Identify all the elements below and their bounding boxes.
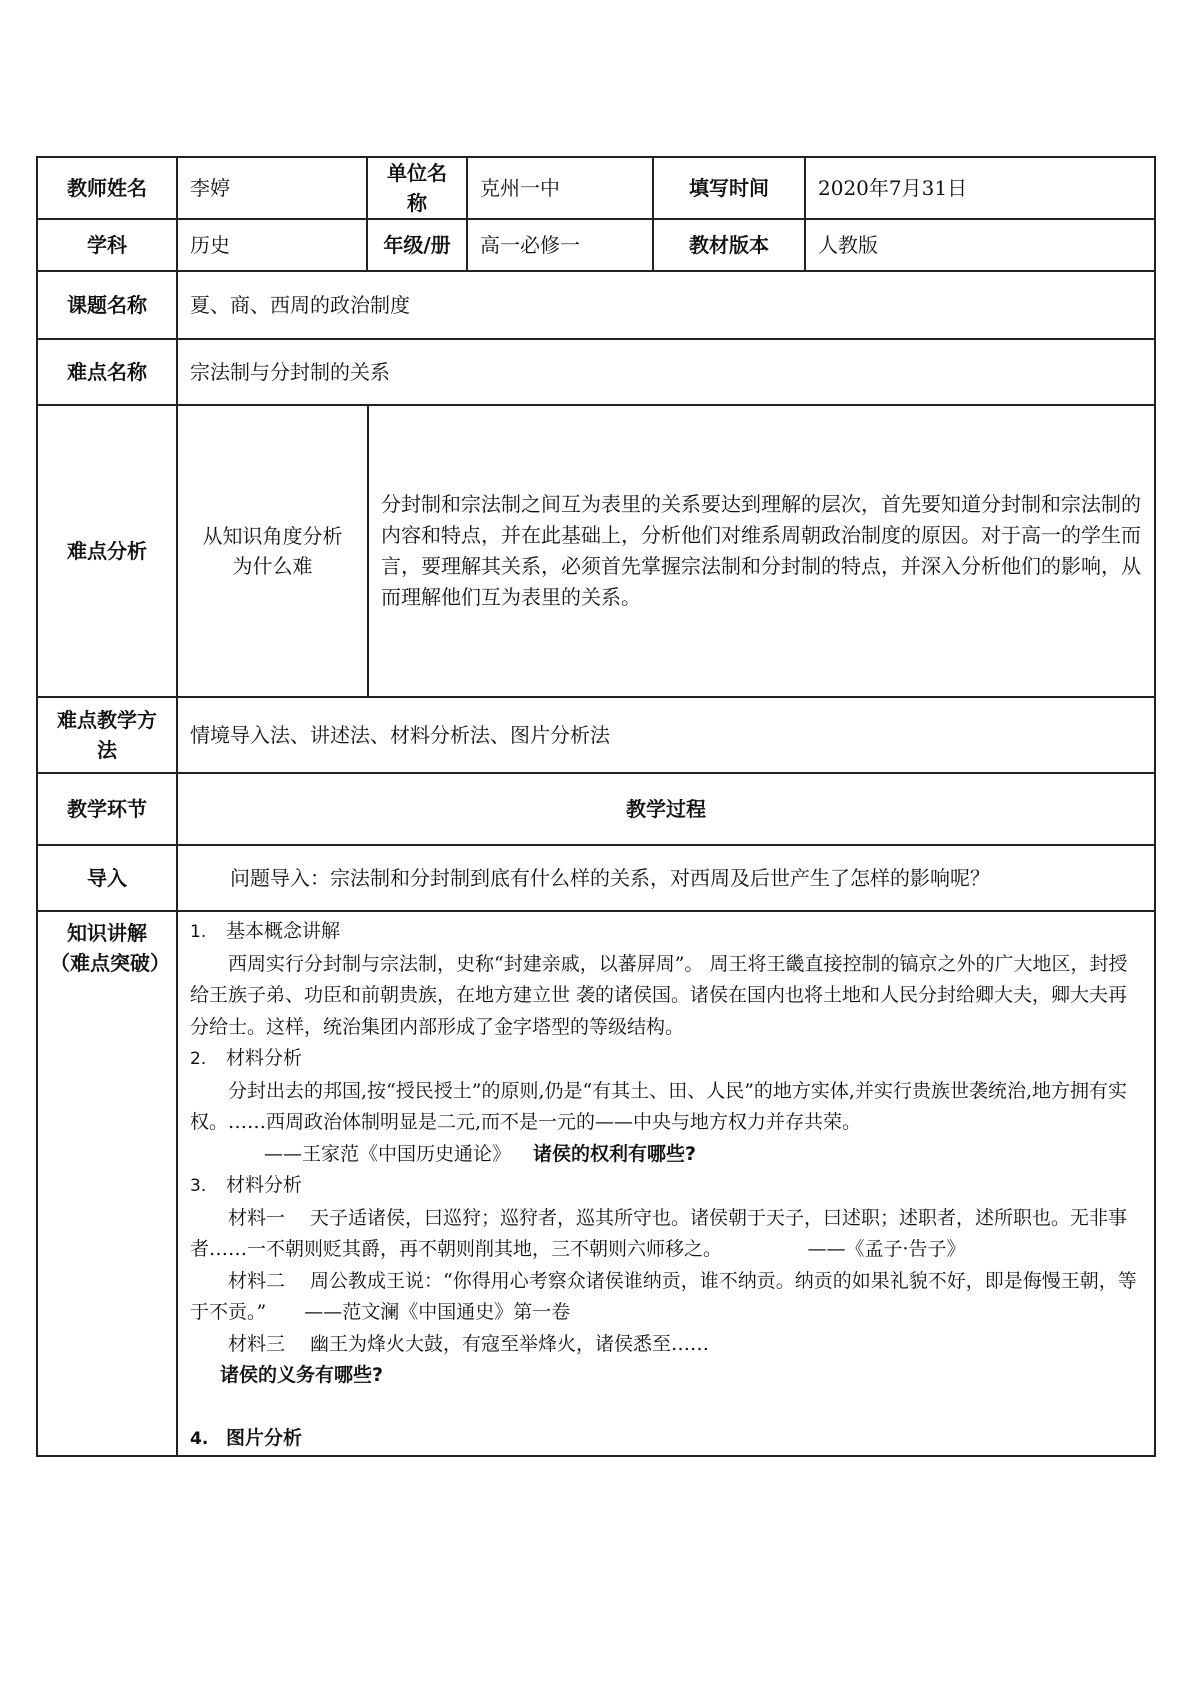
difficulty-value: 宗法制与分封制的关系	[177, 339, 1155, 405]
knowledge-content	[177, 911, 1155, 1456]
intro-value: 问题导入：宗法制和分封制到底有什么样的关系，对西周及后世产生了怎样的影响呢？	[177, 845, 1155, 911]
topic-row	[37, 271, 1155, 339]
analysis-subtable	[178, 406, 1154, 696]
section-4-heading: 4. 图片分析	[190, 1426, 303, 1449]
subject-label: 学科	[37, 219, 177, 271]
analysis-label: 难点分析	[37, 405, 177, 697]
analysis-row	[37, 405, 1155, 697]
blank-line	[190, 1392, 1142, 1423]
section-3-material-1: 材料一 天子适诸侯，曰巡狩；巡狩者，巡其所守也。诸侯朝于天子，曰述职；述职者，述所职也。无非事者……一不朝则贬其爵，再不朝则削其地，三不朝则六师移之。 ——《孟子·告子》	[190, 1206, 1128, 1260]
difficulty-label: 难点名称	[37, 339, 177, 405]
process-header-row	[37, 773, 1155, 845]
difficulty-row	[37, 339, 1155, 405]
analysis-cell	[177, 405, 1155, 697]
section-3-material-3: 材料三 幽王为烽火大鼓，有寇至举烽火，诸侯悉至……	[228, 1332, 710, 1355]
knowledge-label-line1: 知识讲解	[67, 921, 147, 945]
teacher-value: 李婷	[177, 157, 367, 219]
method-label: 难点教学方法	[37, 697, 177, 773]
section-3-material-2: 材料二 周公教成王说：“你得用心考察众诸侯谁纳贡，谁不纳贡。纳贡的如果礼貌不好，即是侮慢王朝，等于不贡。” ——范文澜《中国通史》第一卷	[190, 1269, 1137, 1323]
info-row-1	[37, 157, 1155, 219]
topic-label: 课题名称	[37, 271, 177, 339]
section-1-heading: 1. 基本概念讲解	[190, 920, 341, 942]
method-row	[37, 697, 1155, 773]
topic-value: 夏、商、西周的政治制度	[177, 271, 1155, 339]
analysis-sub-label: 从知识角度分析为什么难	[178, 406, 368, 696]
section-2-source: ——王家范《中国历史通论》	[264, 1142, 512, 1165]
process-title: 教学过程	[177, 773, 1155, 845]
section-3-heading: 3. 材料分析	[190, 1174, 303, 1196]
grade-value: 高一必修一	[467, 219, 653, 271]
edition-label: 教材版本	[653, 219, 805, 271]
date-value: 2020年7月31日	[805, 157, 1155, 219]
unit-label: 单位名称	[367, 157, 467, 219]
method-value: 情境导入法、讲述法、材料分析法、图片分析法	[177, 697, 1155, 773]
section-2-heading: 2. 材料分析	[190, 1047, 303, 1069]
process-stage-label: 教学环节	[37, 773, 177, 845]
date-label: 填写时间	[653, 157, 805, 219]
section-2-question: 诸侯的权利有哪些?	[533, 1142, 697, 1165]
knowledge-row	[37, 911, 1155, 1456]
section-3-question: 诸侯的义务有哪些?	[220, 1364, 384, 1386]
section-2-source-line	[190, 1139, 1142, 1171]
edition-value: 人教版	[805, 219, 1155, 271]
teacher-label: 教师姓名	[37, 157, 177, 219]
knowledge-label	[37, 911, 177, 1456]
intro-row	[37, 845, 1155, 911]
grade-label: 年级/册	[367, 219, 467, 271]
unit-value: 克州一中	[467, 157, 653, 219]
lesson-plan-table	[36, 156, 1156, 1457]
section-1-text: 西周实行分封制与宗法制，史称“封建亲戚，以蕃屏周”。 周王将王畿直接控制的镐京之外的广大地区，封授给王族子弟、功臣和前朝贵族，在地方建立世 袭的诸侯国。诸侯在国内也将土地和人民分封给卿大夫，卿大夫再分给士。这样，统治集团内部形成了金字塔型的等级结构。	[190, 952, 1128, 1038]
intro-label: 导入	[37, 845, 177, 911]
subject-value: 历史	[177, 219, 367, 271]
section-2-text: 分封出去的邦国,按“授民授土”的原则,仍是“有其土、田、人民”的地方实体,并实行贵族世袭统治,地方拥有实权。……西周政治体制明显是二元,而不是一元的——中央与地方权力并存共荣。	[190, 1079, 1128, 1133]
knowledge-label-line2: （难点突破）	[50, 951, 170, 975]
analysis-text: 分封制和宗法制之间互为表里的关系要达到理解的层次，首先要知道分封制和宗法制的内容和特点，并在此基础上，分析他们对维系周朝政治制度的原因。对于高一的学生而言，要理解其关系，必须首先掌握宗法制和分封制的特点，并深入分析他们的影响，从而理解他们互为表里的关系。	[381, 492, 1141, 609]
info-row-2	[37, 219, 1155, 271]
